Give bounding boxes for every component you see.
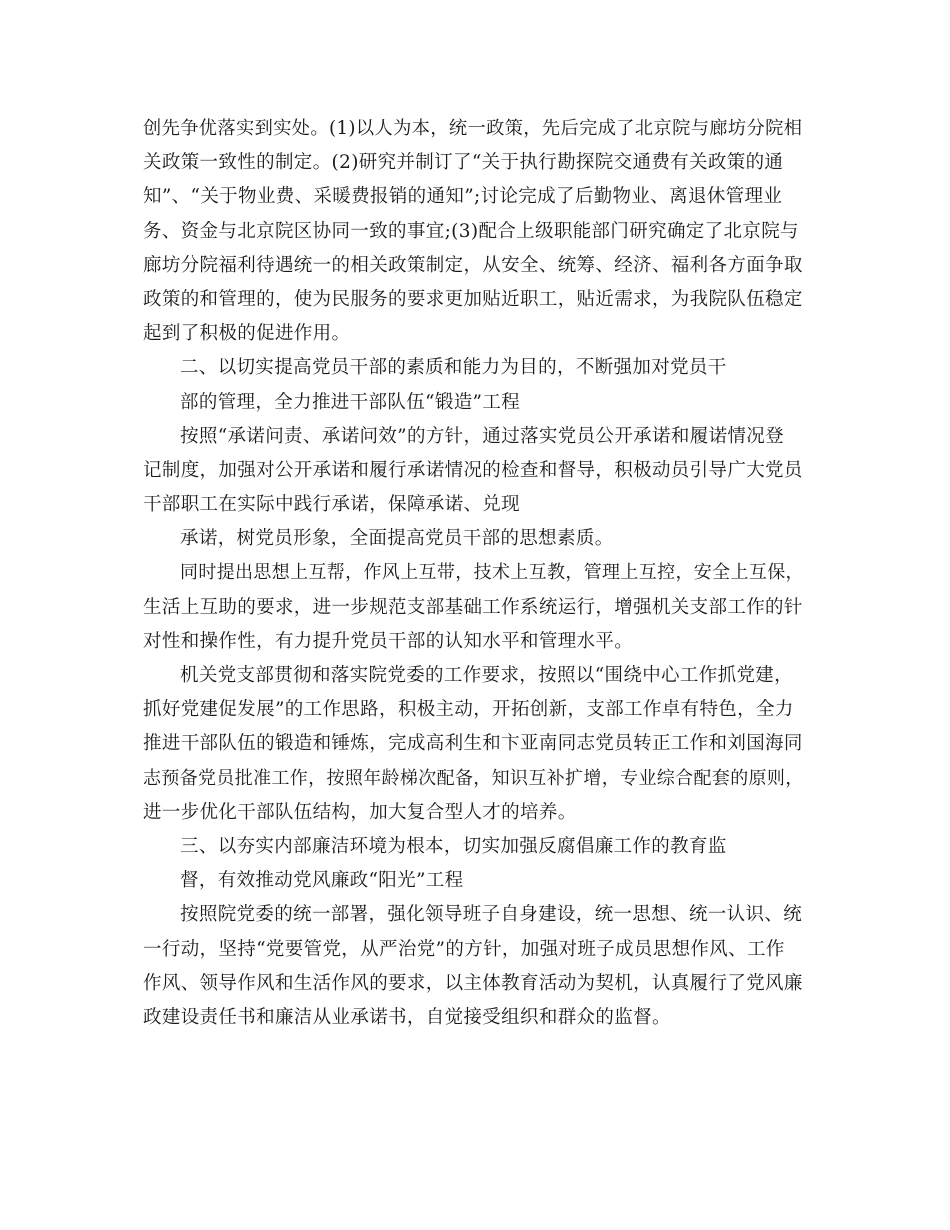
text-line: 创先争优落实到实处。(1)以人为本，统一政策，先后完成了北京院与廊坊分院相 — [143, 118, 803, 139]
text-line: 知”、“关于物业费、采暖费报销的通知”;讨论完成了后勤物业、离退休管理业 — [143, 186, 783, 208]
text-line: 政建设责任书和廉洁从业承诺书，自觉接受组织和群众的监督。 — [143, 1006, 671, 1028]
text-line: 抓好党建促发展”的工作思路，积极主动，开拓创新，支部工作卓有特色，全力 — [143, 699, 794, 721]
text-line: 务、资金与北京院区协同一致的事宜;(3)配合上级职能部门研究确定了北京院与 — [143, 220, 799, 242]
text-line: 起到了积极的促进作用。 — [143, 323, 351, 345]
text-line: 一行动，坚持“党要管党，从严治党”的方针，加强对班子成员思想作风、工作 — [143, 938, 785, 960]
text-line: 干部职工在实际中践行承诺，保障承诺、兑现 — [143, 494, 521, 516]
text-line: 对性和操作性，有力提升党员干部的认知水平和管理水平。 — [143, 630, 634, 652]
text-line: 进一步优化干部队伍结构，加大复合型人才的培养。 — [143, 801, 577, 823]
section-heading-line: 三、以夯实内部廉洁环境为根本，切实加强反腐倡廉工作的教育监 — [180, 835, 727, 857]
text-line: 按照“承诺问责、承诺问效”的方针，通过落实党员公开承诺和履诺情况登 — [180, 425, 784, 447]
text-line: 关政策一致性的制定。(2)研究并制订了“关于执行勘探院交通费有关政策的通 — [143, 152, 784, 174]
text-line: 政策的和管理的，使为民服务的要求更加贴近职工，贴近需求，为我院队伍稳定 — [143, 288, 803, 310]
section-heading-line: 二、以切实提高党员干部的素质和能力为目的，不断强加对党员干 — [180, 357, 727, 379]
text-line: 记制度，加强对公开承诺和履行承诺情况的检查和督导，积极动员引导广大党员 — [143, 459, 803, 481]
text-line: 志预备党员批准工作，按照年龄梯次配备，知识互补扩增，专业综合配套的原则， — [143, 767, 804, 789]
text-line: 机关党支部贯彻和落实院党委的工作要求，按照以“围绕中心工作抓党建， — [180, 665, 794, 686]
text-line: 同时提出思想上互帮，作风上互带，技术上互教，管理上互控，安全上互保， — [180, 562, 804, 584]
text-line: 推进干部队伍的锻造和锤炼，完成高利生和卞亚南同志党员转正工作和刘国海同 — [143, 733, 803, 755]
text-line: 承诺，树党员形象，全面提高党员干部的思想素质。 — [180, 528, 614, 550]
text-line: 按照院党委的统一部署，强化领导班子自身建设，统一思想、统一认识、统 — [180, 904, 803, 926]
text-line: 廊坊分院福利待遇统一的相关政策制定，从安全、统筹、经济、福利各方面争取 — [143, 254, 803, 276]
document-page — [143, 112, 807, 1035]
section-heading-line: 部的管理，全力推进干部队伍“锻造”工程 — [180, 391, 521, 413]
text-line: 作风、领导作风和生活作风的要求，以主体教育活动为契机，认真履行了党风廉 — [143, 972, 803, 994]
text-line: 生活上互助的要求，进一步规范支部基础工作系统运行，增强机关支部工作的针 — [143, 596, 803, 618]
section-heading-line: 督，有效推动党风廉政“阳光”工程 — [180, 870, 464, 892]
